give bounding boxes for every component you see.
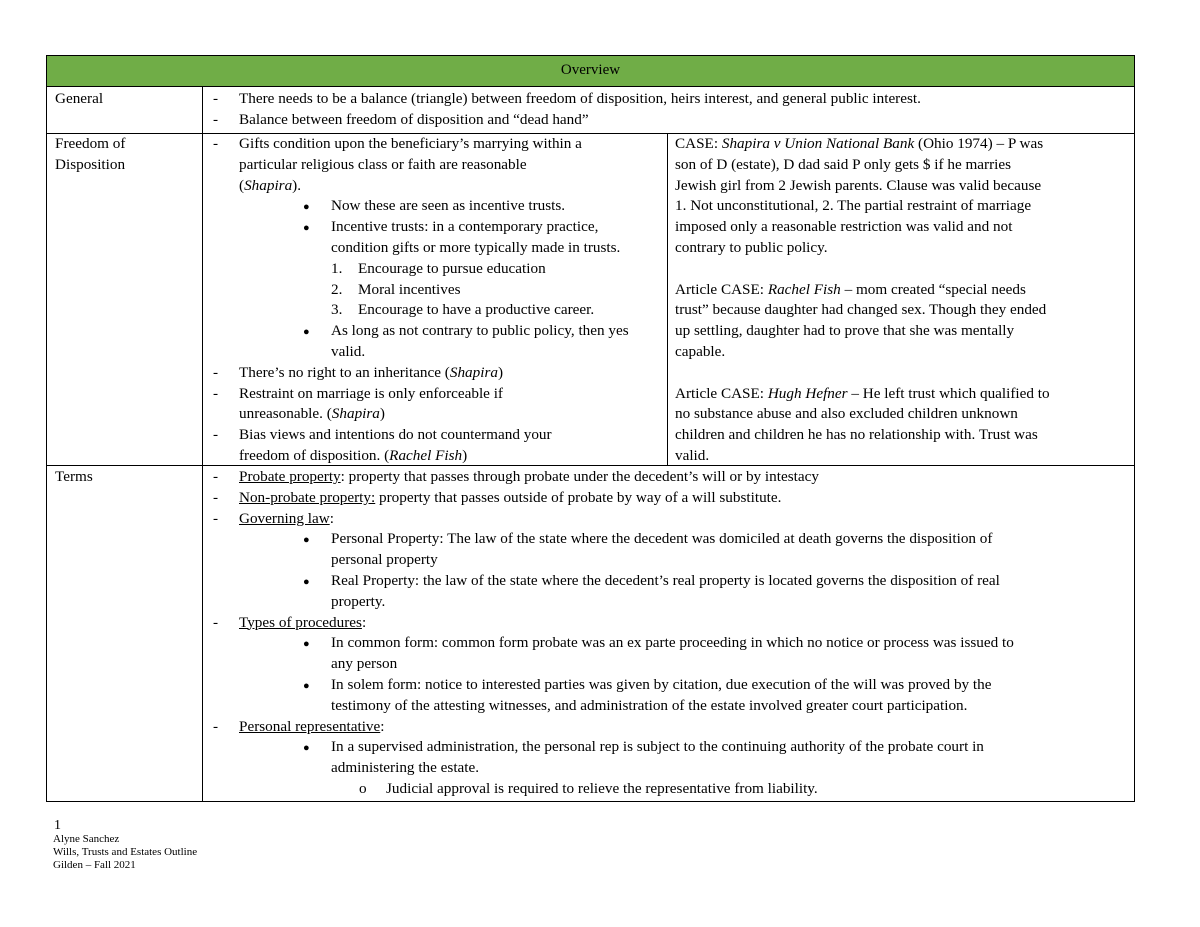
- bullet-marker: ●: [303, 679, 310, 692]
- term-heading: Governing law: [239, 509, 330, 527]
- case-summary: Article CASE: Rachel Fish – mom created “special needs: [675, 280, 1026, 298]
- terms-content: - Probate property: property that passes through probate under the decedent’s will or by intestacy - Non-probate property: property that passes outside of probate by way of a will substitute. - Governing law: ● Personal Property: The law of the state where the decedent was domiciled at death governs the disposition of personal property ● Real Property: the law of the state where the decedent’s real property is located governs the disposition of real property. - Types of procedures: ● In common form: common form probate was an ex parte proceeding in which no notice or process was issued to any person ● In solem form: notice to interested parties was given by citation, due execution of the will was proved by the testimony of the attesting witnesses, and administration of the estate involved greater court participation. - Personal representative: ● In a supervised administration, the personal rep is subject to the continuing authority of the probate court in administering the estate. o Judicial approval is required to relieve the representative from liability.: [213, 467, 1128, 800]
- list-item: - Bias views and intentions do not countermand your: [213, 426, 552, 444]
- bullet-item: ● Personal Property: The law of the state where the decedent was domiciled at death governs the disposition of: [213, 529, 1128, 550]
- bullet-marker: ●: [303, 222, 310, 235]
- bullet-item: ● In solem form: notice to interested parties was given by citation, due execution of the will was proved by the: [213, 675, 1128, 696]
- bullet-marker: ●: [303, 201, 310, 214]
- case-citation: Shapira v Union National Bank: [721, 135, 915, 152]
- footer-term: Gilden – Fall 2021: [53, 859, 136, 871]
- row-label-terms: Terms: [55, 468, 93, 485]
- footer-course: Wills, Trusts and Estates Outline: [53, 846, 198, 858]
- list-item: - There’s no right to an inheritance (Shapira): [213, 363, 504, 381]
- footer-author: Alyne Sanchez: [53, 833, 120, 845]
- numbered-item: 3. Encourage to have a productive career.: [331, 301, 595, 319]
- case-citation: Rachel Fish: [389, 446, 463, 464]
- bullet-item: ● Real Property: the law of the state where the decedent’s real property is located governs the disposition of real: [213, 571, 1128, 592]
- case-citation: Shapira: [449, 363, 498, 381]
- list-item: - Gifts condition upon the beneficiary’s marrying within a: [213, 135, 582, 152]
- list-item: - Restraint on marriage is only enforceable if: [213, 384, 503, 402]
- bullet-item: ● In a supervised administration, the personal rep is subject to the continuing authority of the probate court in: [213, 737, 1128, 758]
- outline-table: [46, 55, 1135, 802]
- bullet-marker: ●: [303, 575, 310, 588]
- circle-marker: o: [359, 779, 367, 797]
- case-summary: CASE: Shapira v Union National Bank (Ohio 1974) – P was: [675, 135, 1044, 152]
- case-summary: Article CASE: Hugh Hefner – He left trust which qualified to: [675, 384, 1050, 402]
- dash-marker: -: [213, 110, 219, 128]
- bullet-marker: ●: [303, 638, 310, 651]
- list-item: - Probate property: property that passes through probate under the decedent’s will or by intestacy: [213, 468, 819, 485]
- bullet-marker: ●: [303, 326, 310, 339]
- term-heading: Personal representative: [239, 717, 381, 735]
- page-number: 1: [54, 818, 61, 833]
- table-header-overview: Overview: [47, 56, 1134, 87]
- row-label-freedom-of-disposition: Freedom of Disposition: [55, 135, 126, 173]
- term-heading: Non-probate property:: [239, 488, 376, 506]
- term-heading: Probate property: [239, 468, 341, 485]
- term-heading: Types of procedures: [239, 613, 362, 631]
- bullet-item: ● Incentive trusts: in a contemporary practice,: [213, 217, 663, 238]
- column-divider: [202, 87, 203, 801]
- case-citation: Hugh Hefner: [767, 384, 848, 402]
- case-citation: Shapira: [331, 405, 380, 423]
- list-item: - There needs to be a balance (triangle) between freedom of disposition, heirs interest, and general public interest.: [213, 89, 1123, 110]
- numbered-item: 1. Encourage to pursue education: [331, 259, 546, 277]
- case-citation: Shapira: [244, 176, 293, 194]
- case-citation: Rachel Fish: [767, 280, 841, 298]
- bullet-item: ● As long as not contrary to public policy, then yes: [213, 321, 663, 342]
- bullet-item: ● In common form: common form probate was an ex parte proceeding in which no notice or process was issued to: [213, 633, 1128, 654]
- bullet-item: ● Now these are seen as incentive trusts.: [213, 196, 663, 217]
- list-item: - Types of procedures:: [213, 613, 367, 631]
- list-item: - Non-probate property: property that passes outside of probate by way of a will substitute.: [213, 488, 782, 506]
- numbered-item: 2. Moral incentives: [331, 280, 461, 298]
- bullet-marker: ●: [303, 742, 310, 755]
- column-divider: [667, 133, 668, 465]
- sub-bullet-item: o Judicial approval is required to relieve the representative from liability.: [213, 779, 1128, 800]
- list-item: - Balance between freedom of disposition and “dead hand”: [213, 110, 1123, 131]
- freedom-cases-column: CASE: Shapira v Union National Bank (Ohio 1974) – P was son of D (estate), D dad said P only gets $ if he marries Jewish girl from 2 Jewish parents. Clause was valid because 1. Not unconstitutional, 2. The partial restraint of marriage imposed only a reasonable restriction was valid and not contrary to public policy. Article CASE: Rachel Fish – mom created “special needs trust” because daughter had changed sex. Though they ended up settling, daughter had to prove that she was mentally capable. Article CASE: Hugh Hefner – He left trust which qualified to no substance abuse and also excluded children unknown children and children he has no relationship with. Trust was valid.: [675, 134, 1133, 467]
- general-content: [213, 89, 1123, 131]
- row-label-general: General: [55, 90, 104, 107]
- list-item: - Personal representative:: [213, 717, 385, 735]
- freedom-rules-column: - Gifts condition upon the beneficiary’s marrying within a particular religious class or faith are reasonable (Shapira). ● Now these are seen as incentive trusts. ● Incentive trusts: in a contemporary practice, condition gifts or more typically made in trusts. 1. Encourage to pursue education 2. Moral incentives 3. Encourage to have a productive career. ● As long as not contrary to public policy, then yes valid. - There’s no right to an inheritance (Shapira) - Restraint on marriage is only enforceable if unreasonable. (Shapira) - Bias views and intentions do not countermand your freedom of disposition. (Rachel Fish): [213, 134, 663, 467]
- list-item: - Governing law:: [213, 509, 334, 527]
- dash-marker: -: [213, 90, 219, 107]
- bullet-marker: ●: [303, 534, 310, 547]
